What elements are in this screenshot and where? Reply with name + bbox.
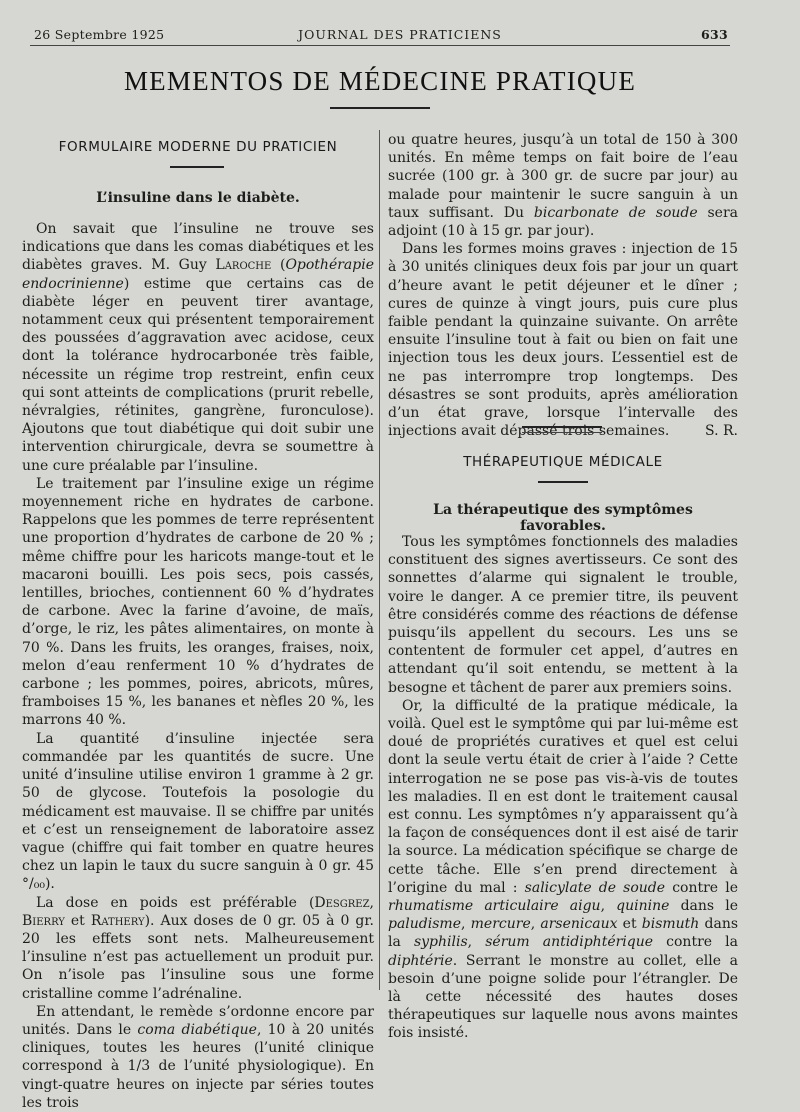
italic-text: paludisme [388,916,461,933]
article-title-insuline: L’insuline dans le diabète. [96,190,300,206]
text-run: sera adjoint (10 à 15 gr. par jour). [388,204,738,240]
text-run: , 10 à 20 unités cliniques, toutes les heures (l’unité clinique correspond à 1/3 de l’unité physiologique). En vingt-quatre heures on injecte par séries toutes les trois [22,1021,374,1111]
italic-text: quinine [616,898,670,915]
text-run: , [530,916,541,933]
paragraph [22,894,374,1003]
title-rule [330,107,430,109]
italic-text: syphilis [413,934,468,951]
text-run: Or, la difficulté de la pratique médicale, la voilà. Quel est le symptôme qui par lui-même est doué de propriétés curatives et quel est celui dont la seule vertu était de crier à l’aide ? Cette interrogation ne se pose pas vis-à-vis de toutes les maladies. Il en est dont le traitement causal est connu. Les symptômes n’y apparaissent qu’à la façon de conséquences dont il est aisé de tarir la source. La médication spécifique se charge de cette tâche. Elle s’en prend directement à l’origine du mal : [388,697,738,896]
italic-text: Opothérapie endocrinienne [22,257,374,292]
author-name: Desgrez [314,894,370,911]
italic-text: salicylate de soude [524,879,666,896]
text-run: La dose en poids est préférable ( [36,894,315,911]
header-journal-name: JOURNAL DES PRATICIENS [298,27,502,42]
text-run: , [369,894,374,911]
text-run: Tous les symptômes fonctionnels des maladies constituent des signes avertisseurs. Ce sont des sonnettes d’alarme qui signalent le trouble, voire le danger. A ce premier titre, ils peuvent être considérés comme des réactions de défense puisqu’ils appellent du secours. Les uns se contentent de formuler cet appel, d’autres en attendant qu’il soit entendu, se mettent à la besogne et tâchent de parer aux premiers soins. [388,534,738,696]
author-name: Rathery [90,912,145,929]
text-run: ou quatre heures, jusqu’à un total de 150 à 300 unités. En même temps on fait boire de l’eau sucrée (100 gr. à 300 gr. de sucre par jour) au malade pour maintenir le sucre sanguin à un taux suffisant. Du [388,132,738,221]
text-run: , [600,898,617,915]
text-run: Le traitement par l’insuline exige un régime moyennement riche en hydrates de carbone. Rappelons que les pommes de terre représentent une proportion d’hydrates de carbone de 20 % ; même chiffre pour les haricots mange-tout et le macaroni bouilli. Les pois secs, pois cassés, lentilles, brioches, contiennent 60 % d’hydrates de carbone. Avec la farine d’avoine, de maïs, d’orge, le riz, les pâtes alimentaires, on monte à 70 %. Dans les fruits, les oranges, fraises, noix, melon d’eau renferment 10 % d’hydrates de carbone ; les pommes, poires, abricots, mûres, framboises 15 %, les bananes et nèfles 20 %, les marrons 40 %. [22,475,374,729]
author-signature: S. R. [705,423,738,440]
text-run: et [64,912,91,929]
paragraph [22,475,374,730]
text-run: ). Aux doses de 0 gr. 05 à 0 gr. 20 les effets sont nets. Malheureusement l’insuline n’est pas actuellement un produit pur. On n’isole pas l’insuline sous une forme cristalline comme l’adrénaline. [22,912,374,1002]
section-rule [522,432,602,433]
paragraph [22,1003,374,1112]
italic-text: coma diabétique [137,1021,257,1038]
text-run: dans le [669,898,738,915]
paragraph [388,131,738,240]
section-rule [170,166,224,168]
article-body-symptomes [388,533,738,1043]
author-name: Laroche [215,257,272,274]
text-run: On savait que l’insuline ne trouve ses indications que dans les comas diabétiques et les diabètes graves. M. Guy [22,221,374,274]
text-run: ( [271,257,286,274]
column-divider [379,130,380,990]
text-run: La quantité d’insuline injectée sera commandée par les quantités de sucre. Une unité d’insuline utilise environ 1 gramme à 2 gr. 50 de glycose. Toutefois la posologie du médicament est mauvaise. Il se chiffre par unités et c’est un renseignement de laboratoire assez vague (chiffre qui fait tomber en quatre heures chez un lapin le taux du sucre sanguin à 0 gr. 45 °/₀₀). [22,730,374,893]
text-run: En attendant, le remède s’ordonne encore par unités. Dans le [22,1003,374,1038]
paragraph [22,220,374,475]
italic-text: bismuth [641,916,700,933]
header-date: 26 Septembre 1925 [34,27,165,42]
italic-text: diphtérie [388,952,453,969]
text-run: , [461,916,471,933]
article-body-insuline [22,220,374,1112]
paragraph [388,240,738,440]
text-run: ) estime que certains cas de diabète léger en peuvent tirer avantage, notamment ceux qui présentent temporairement des poussées d’aggravation avec acidose, ceux dont la tolérance hydrocarbonée très faible, nécessite un régime trop restreint, enfin ceux qui sont atteints de complications (prurit rebelle, névralgies, rétinites, gangrène, furonculose). Ajoutons que tout diabétique qui doit subir une intervention chirurgicale, devra se soumettre à une cure préalable par l’insuline. [22,275,374,474]
italic-text: rhumatisme articulaire aigu [388,898,601,915]
text-run: Dans les formes moins graves : injection de 15 à 30 unités cliniques deux fois par jour un quart d’heure avant le petit déjeuner et le dîner ; cures de quinze à vingt jours, puis cure plus faible pendant la quinzaine suivante. On arrête ensuite l’insuline tout à fait ou bien on fait une injection tous les deux jours. L’essentiel est de ne pas interrompre trop longtemps. Des désastres se sont produits, après amélioration d’un état grave, lorsque l’intervalle des injections avait dépassé trois semaines. [388,241,738,440]
italic-text: arsenicaux [540,916,618,933]
article-continuation-insuline [388,131,738,440]
text-run: contre la [653,934,738,951]
text-run: contre le [665,879,738,896]
text-run: , [467,934,486,951]
paragraph [388,697,738,1043]
section-rule [522,426,602,428]
article-title-symptomes: La thérapeutique des symptômes favorables. [433,502,693,534]
section-rule [538,481,588,483]
text-run: dans la [388,916,739,951]
section-heading-formulaire: FORMULAIRE MODERNE DU PRATICIEN [58,139,338,155]
author-name: Bierry [22,912,65,929]
italic-text: bicarbonate de soude [533,204,698,221]
paragraph [388,533,738,697]
header-rule [30,45,730,46]
text-run: et [617,916,642,933]
italic-text: sérum antidiphtérique [485,934,654,951]
header-page-number: 633 [701,27,728,42]
italic-text: mercure [470,916,531,933]
paragraph [22,730,374,894]
section-heading-therapeutique: THÉRAPEUTIQUE MÉDICALE [463,454,663,470]
page-title: MEMENTOS DE MÉDECINE PRATIQUE [123,66,637,96]
text-run: . Serrant le monstre au collet, elle a besoin d’une poigne solide pour l’étrangler. De là cette nécessité des hautes doses thérapeutiques sur laquelle nous avons maintes fois insisté. [388,952,738,1042]
